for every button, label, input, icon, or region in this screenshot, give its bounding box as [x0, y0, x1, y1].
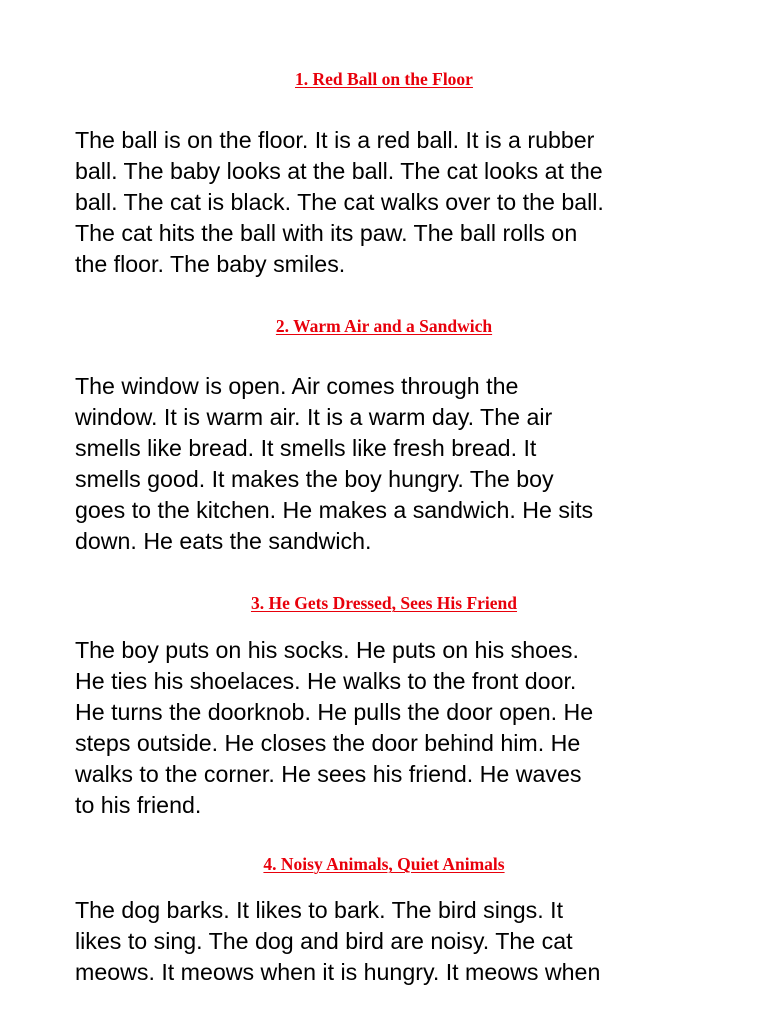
story-line: The ball is on the floor. It is a red ball. It is a rubber: [75, 127, 595, 153]
story-line: He ties his shoelaces. He walks to the front door.: [75, 668, 577, 694]
story-line: steps outside. He closes the door behind him. He: [75, 730, 581, 756]
story-line: the floor. The baby smiles.: [75, 251, 346, 277]
story-line: down. He eats the sandwich.: [75, 528, 372, 554]
story-line: goes to the kitchen. He makes a sandwich. He sits: [75, 497, 594, 523]
story-line: The dog barks. It likes to bark. The bird sings. It: [75, 897, 564, 923]
story-title-1: [0, 69, 768, 89]
story-line: He turns the doorknob. He pulls the door open. He: [75, 699, 594, 725]
story-line: smells like bread. It smells like fresh bread. It: [75, 435, 537, 461]
story-line: likes to sing. The dog and bird are noisy. The cat: [75, 928, 573, 954]
story-line: smells good. It makes the boy hungry. The boy: [75, 466, 554, 492]
story-line: ball. The baby looks at the ball. The cat looks at the: [75, 158, 603, 184]
story-line: The boy puts on his socks. He puts on his shoes.: [75, 637, 579, 663]
story-body-1: [75, 125, 705, 280]
story-title-2: [0, 316, 768, 336]
story-body-4: [75, 895, 705, 988]
story-title-text: 4. Noisy Animals, Quiet Animals: [263, 854, 505, 874]
story-line: The window is open. Air comes through the: [75, 373, 519, 399]
story-line: The cat hits the ball with its paw. The ball rolls on: [75, 220, 578, 246]
story-title-text: 1. Red Ball on the Floor: [295, 69, 473, 89]
story-title-4: [0, 854, 768, 874]
story-line: ball. The cat is black. The cat walks over to the ball.: [75, 189, 604, 215]
story-title-3: [0, 593, 768, 613]
story-line: window. It is warm air. It is a warm day. The air: [75, 404, 553, 430]
story-line: walks to the corner. He sees his friend. He waves: [75, 761, 582, 787]
story-body-2: [75, 371, 705, 557]
story-title-text: 2. Warm Air and a Sandwich: [275, 316, 493, 336]
story-title-text: 3. He Gets Dressed, Sees His Friend: [250, 593, 518, 613]
story-body-3: [75, 635, 705, 821]
story-line: meows. It meows when it is hungry. It meows when: [75, 959, 601, 985]
story-line: to his friend.: [75, 792, 202, 818]
